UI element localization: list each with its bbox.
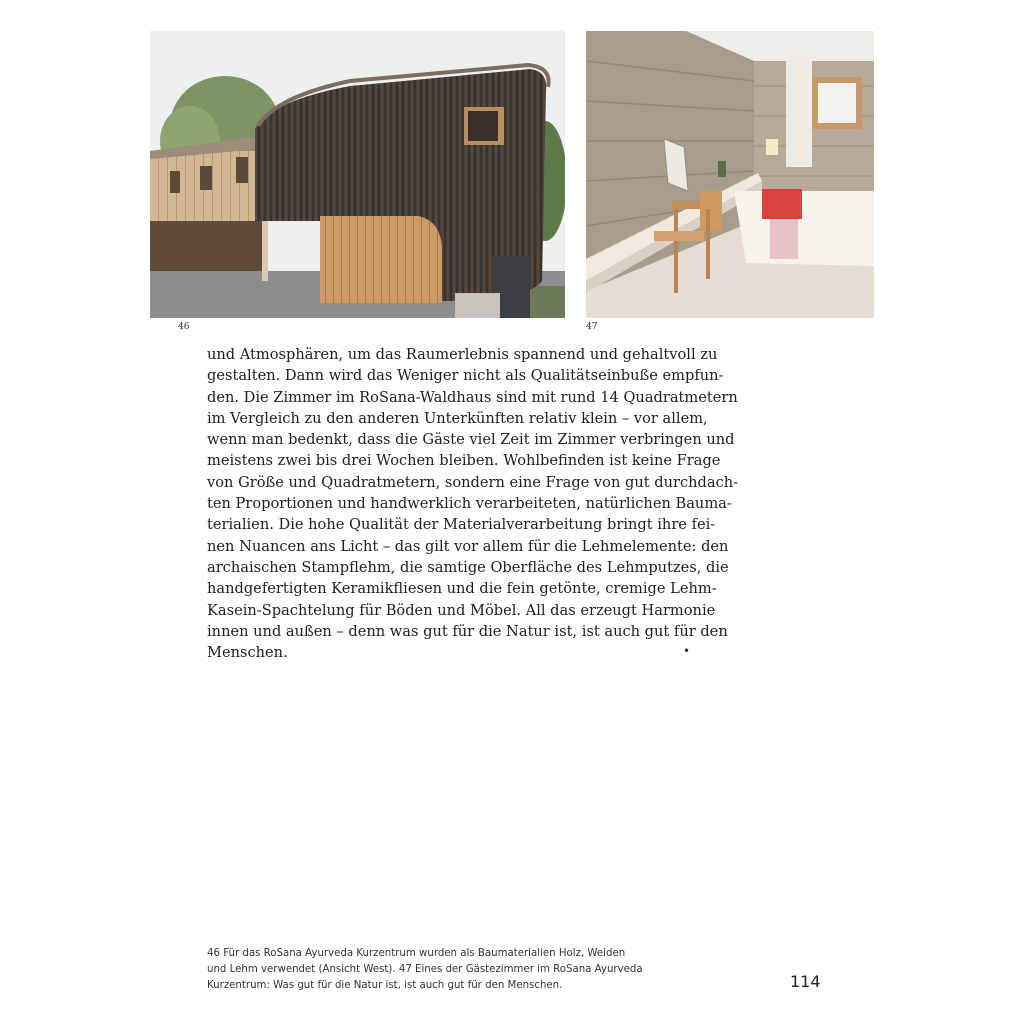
body-text xyxy=(207,344,739,663)
body-line: Menschen. xyxy=(207,644,288,662)
exterior-photo-graphic xyxy=(150,31,565,318)
caption-line: und Lehm verwendet (Ansicht West). 47 Eines der Gästezimmer im RoSana Ayurveda xyxy=(207,964,643,975)
body-line: und Atmosphären, um das Raumerlebnis spannend und gehaltvoll zu xyxy=(207,346,718,363)
caption-line: Kurzentrum: Was gut für die Natur ist, ist auch gut für den Menschen. xyxy=(207,980,563,991)
body-line: gestalten. Dann wird das Weniger nicht als Qualitätseinbuße empfun- xyxy=(207,367,724,385)
caption-line: 46 Für das RoSana Ayurveda Kurzentrum wurden als Baumaterialien Holz, Weiden xyxy=(207,948,626,959)
photo-guest-room-interior xyxy=(586,31,874,318)
body-line: innen und außen – denn was gut für die Natur ist, ist auch gut für den xyxy=(207,622,728,640)
end-of-article-mark: • xyxy=(683,644,691,658)
body-line: Kasein-Spachtelung für Böden und Möbel. All das erzeugt Harmonie xyxy=(207,601,716,619)
body-line: von Größe und Quadratmetern, sondern eine Frage von gut durchdach- xyxy=(207,473,739,491)
body-line: meistens zwei bis drei Wochen bleiben. Wohlbefinden ist keine Frage xyxy=(207,452,721,470)
photo-exterior-willow-facade xyxy=(150,31,565,318)
figure-number-47: 47 xyxy=(586,322,598,332)
body-line: terialien. Die hohe Qualität der Materialverarbeitung bringt ihre fei- xyxy=(207,516,716,534)
page-number: 114 xyxy=(790,972,821,991)
body-line: archaischen Stampflehm, die samtige Oberfläche des Lehmputzes, die xyxy=(207,558,729,576)
figure-number-46: 46 xyxy=(178,322,190,332)
body-line: wenn man bedenkt, dass die Gäste viel Zeit im Zimmer verbringen und xyxy=(207,431,735,449)
body-line: ten Proportionen und handwerklich verarbeiteten, natürlichen Bauma- xyxy=(207,495,732,513)
interior-photo-graphic xyxy=(586,31,874,318)
body-line: handgefertigten Keramikfliesen und die fein getönte, cremige Lehm- xyxy=(207,580,717,598)
body-line: im Vergleich zu den anderen Unterkünften relativ klein – vor allem, xyxy=(207,409,708,427)
figure-caption xyxy=(207,946,677,994)
body-line: den. Die Zimmer im RoSana-Waldhaus sind mit rund 14 Quadratmetern xyxy=(207,388,738,406)
body-line: nen Nuancen ans Licht – das gilt vor allem für die Lehmelemente: den xyxy=(207,537,729,555)
